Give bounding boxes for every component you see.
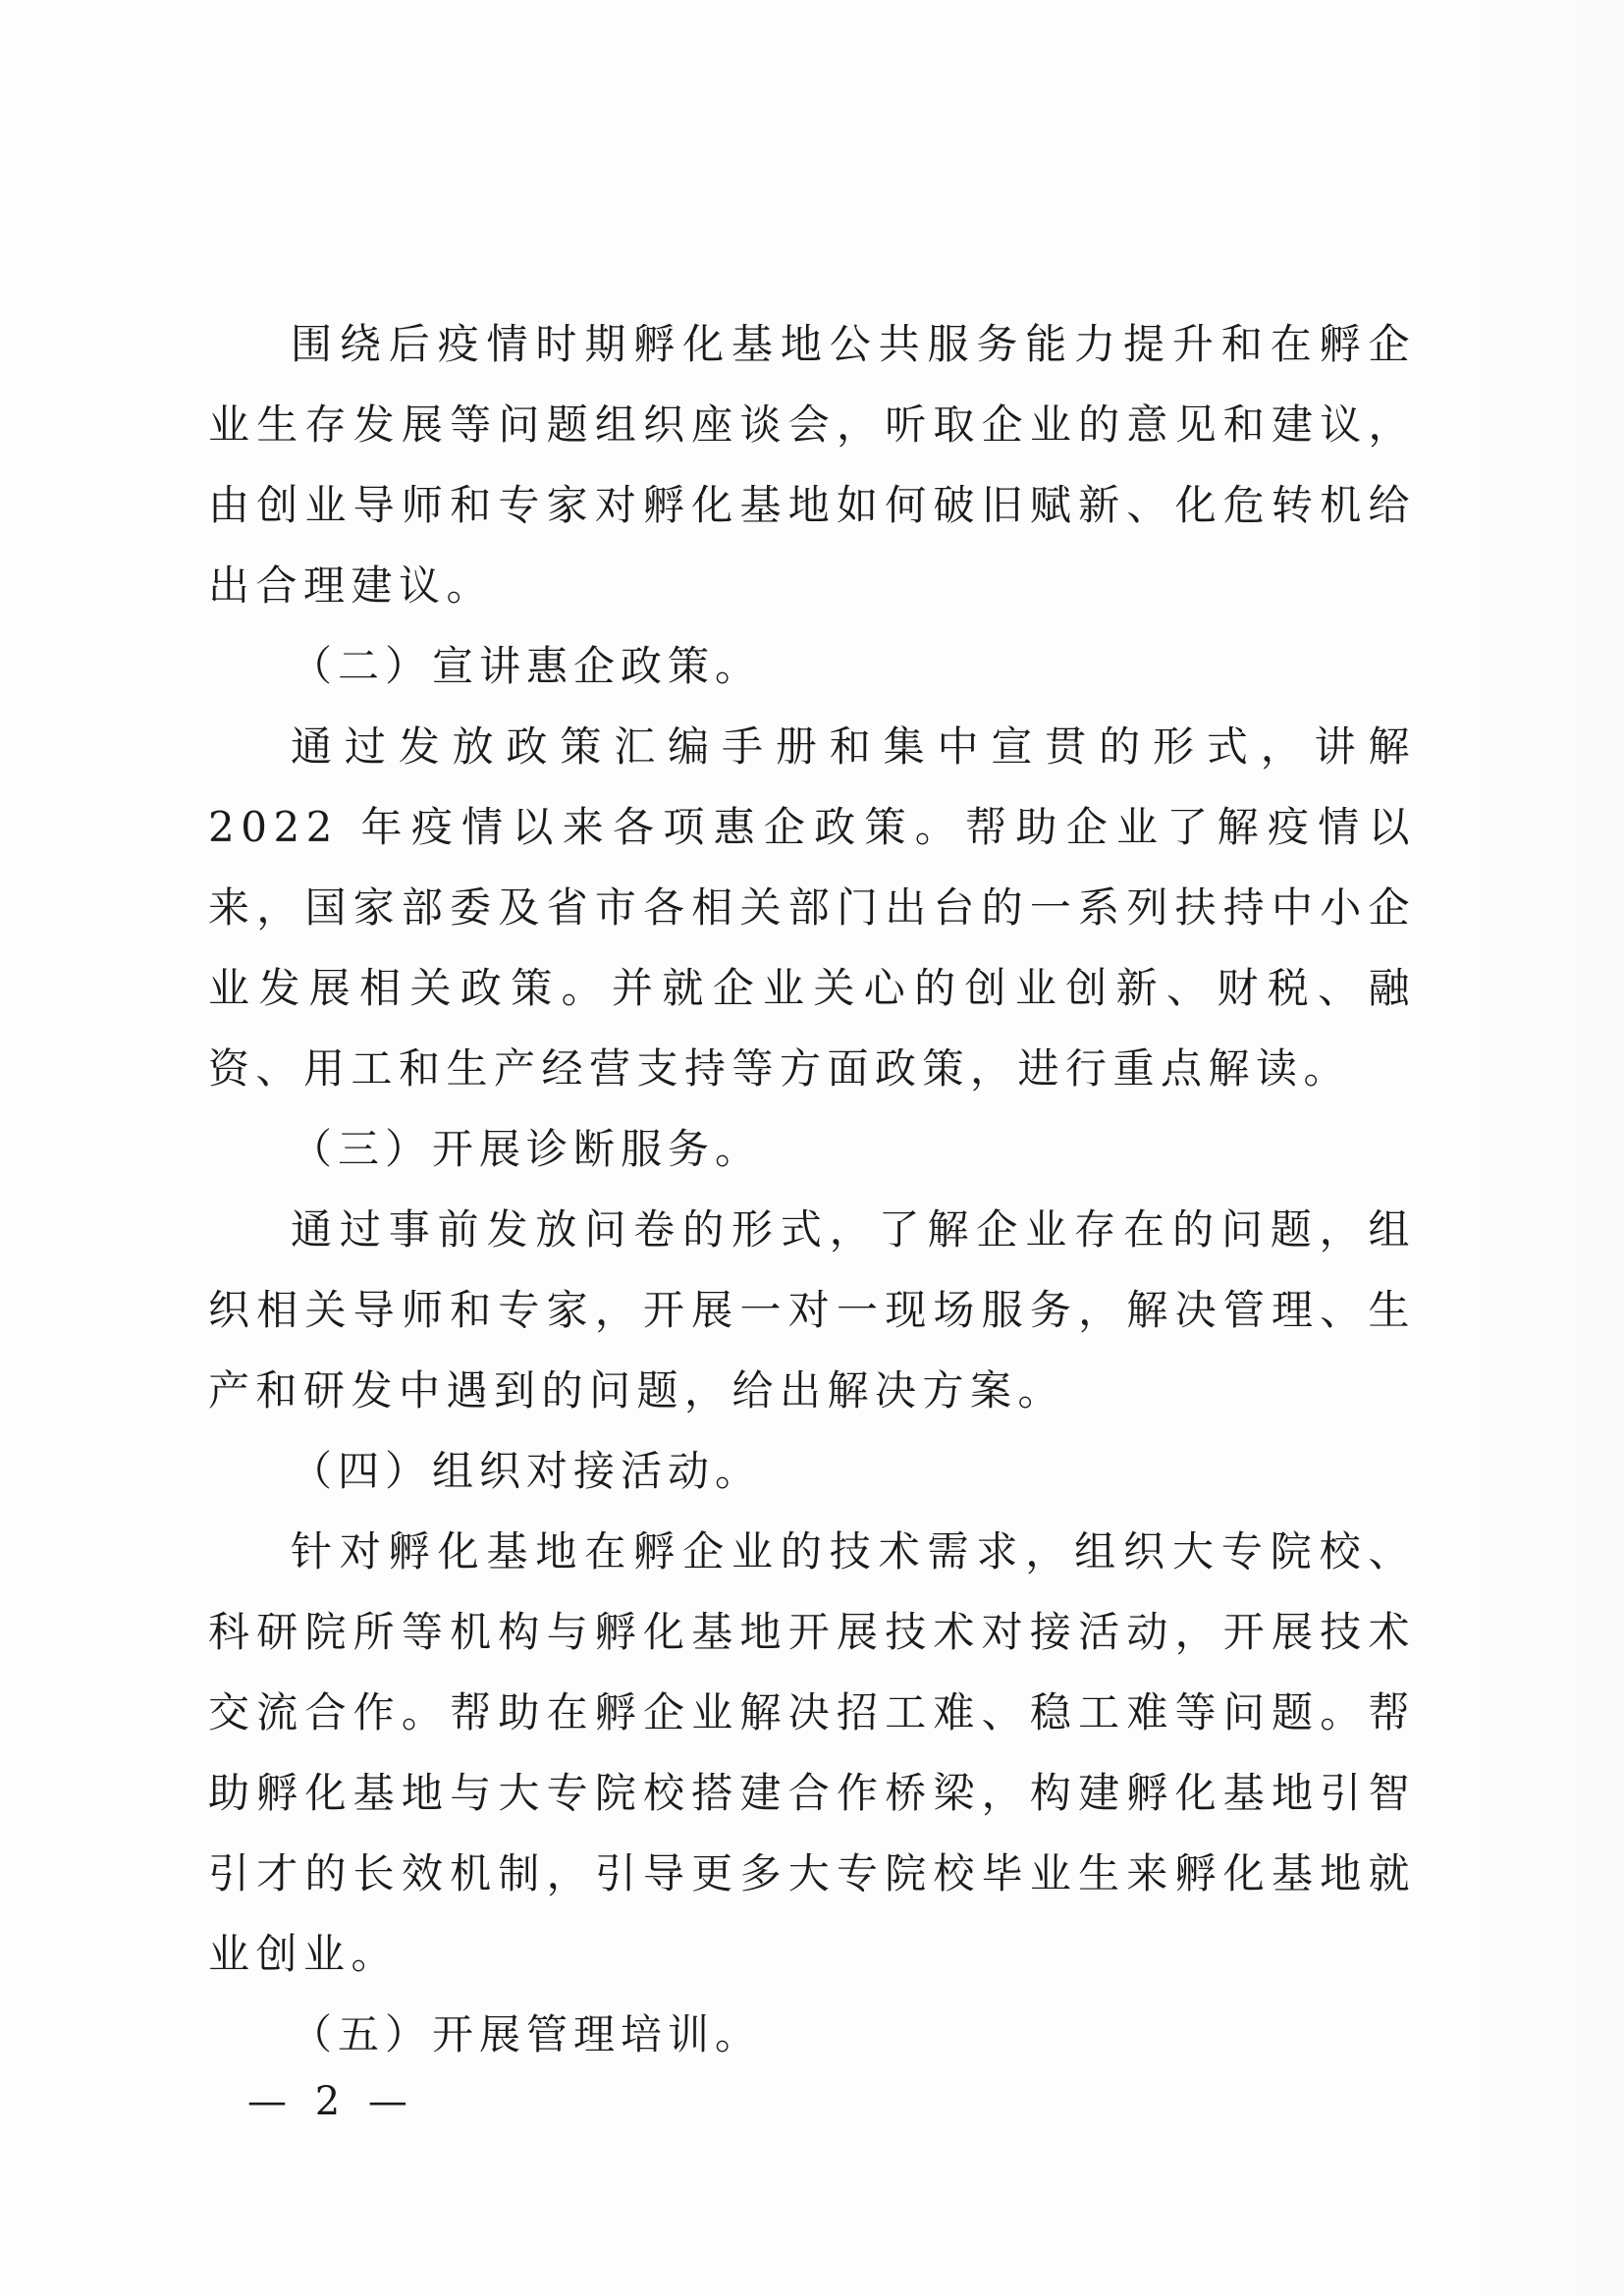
paragraph-symposium: 围绕后疫情时期孵化基地公共服务能力提升和在孵企业生存发展等问题组织座谈会，听取企业的意见和建议，由创业导师和专家对孵化基地如何破旧赋新、化危转机给出合理建议。 xyxy=(208,320,1416,610)
paragraph-diagnosis: 通过事前发放问卷的形式，了解企业存在的问题，组织相关导师和专家，开展一对一现场服务，解决管理、生产和研发中遇到的问题，给出解决方案。 xyxy=(208,1205,1416,1415)
paragraph-policy: 通过发放政策汇编手册和集中宣贯的形式，讲解 2022 年疫情以来各项惠企政策。帮助企业了解疫情以来，国家部委及省市各相关部门出台的一系列扶持中小企业发展相关政策。并就企业关心的创业创新、财税、融资、用工和生产经营支持等方面政策，进行重点解读。 xyxy=(208,722,1416,1093)
page-number: — 2 — xyxy=(247,2079,415,2124)
scan-shadow xyxy=(1463,0,1624,2296)
section-heading-training: （五）开展管理培训。 xyxy=(291,2010,763,2058)
section-heading-policy: （二）宣讲惠企政策。 xyxy=(291,642,763,690)
document-body xyxy=(208,304,1416,2075)
paragraph-matchmaking: 针对孵化基地在孵企业的技术需求，组织大专院校、科研院所等机构与孵化基地开展技术对接活动，开展技术交流合作。帮助在孵企业解决招工难、稳工难等问题。帮助孵化基地与大专院校搭建合作桥梁，构建孵化基地引智引才的长效机制，引导更多大专院校毕业生来孵化基地就业创业。 xyxy=(208,1527,1416,1978)
section-heading-diagnosis: （三）开展诊断服务。 xyxy=(291,1125,763,1173)
section-heading-matchmaking: （四）组织对接活动。 xyxy=(291,1447,763,1495)
